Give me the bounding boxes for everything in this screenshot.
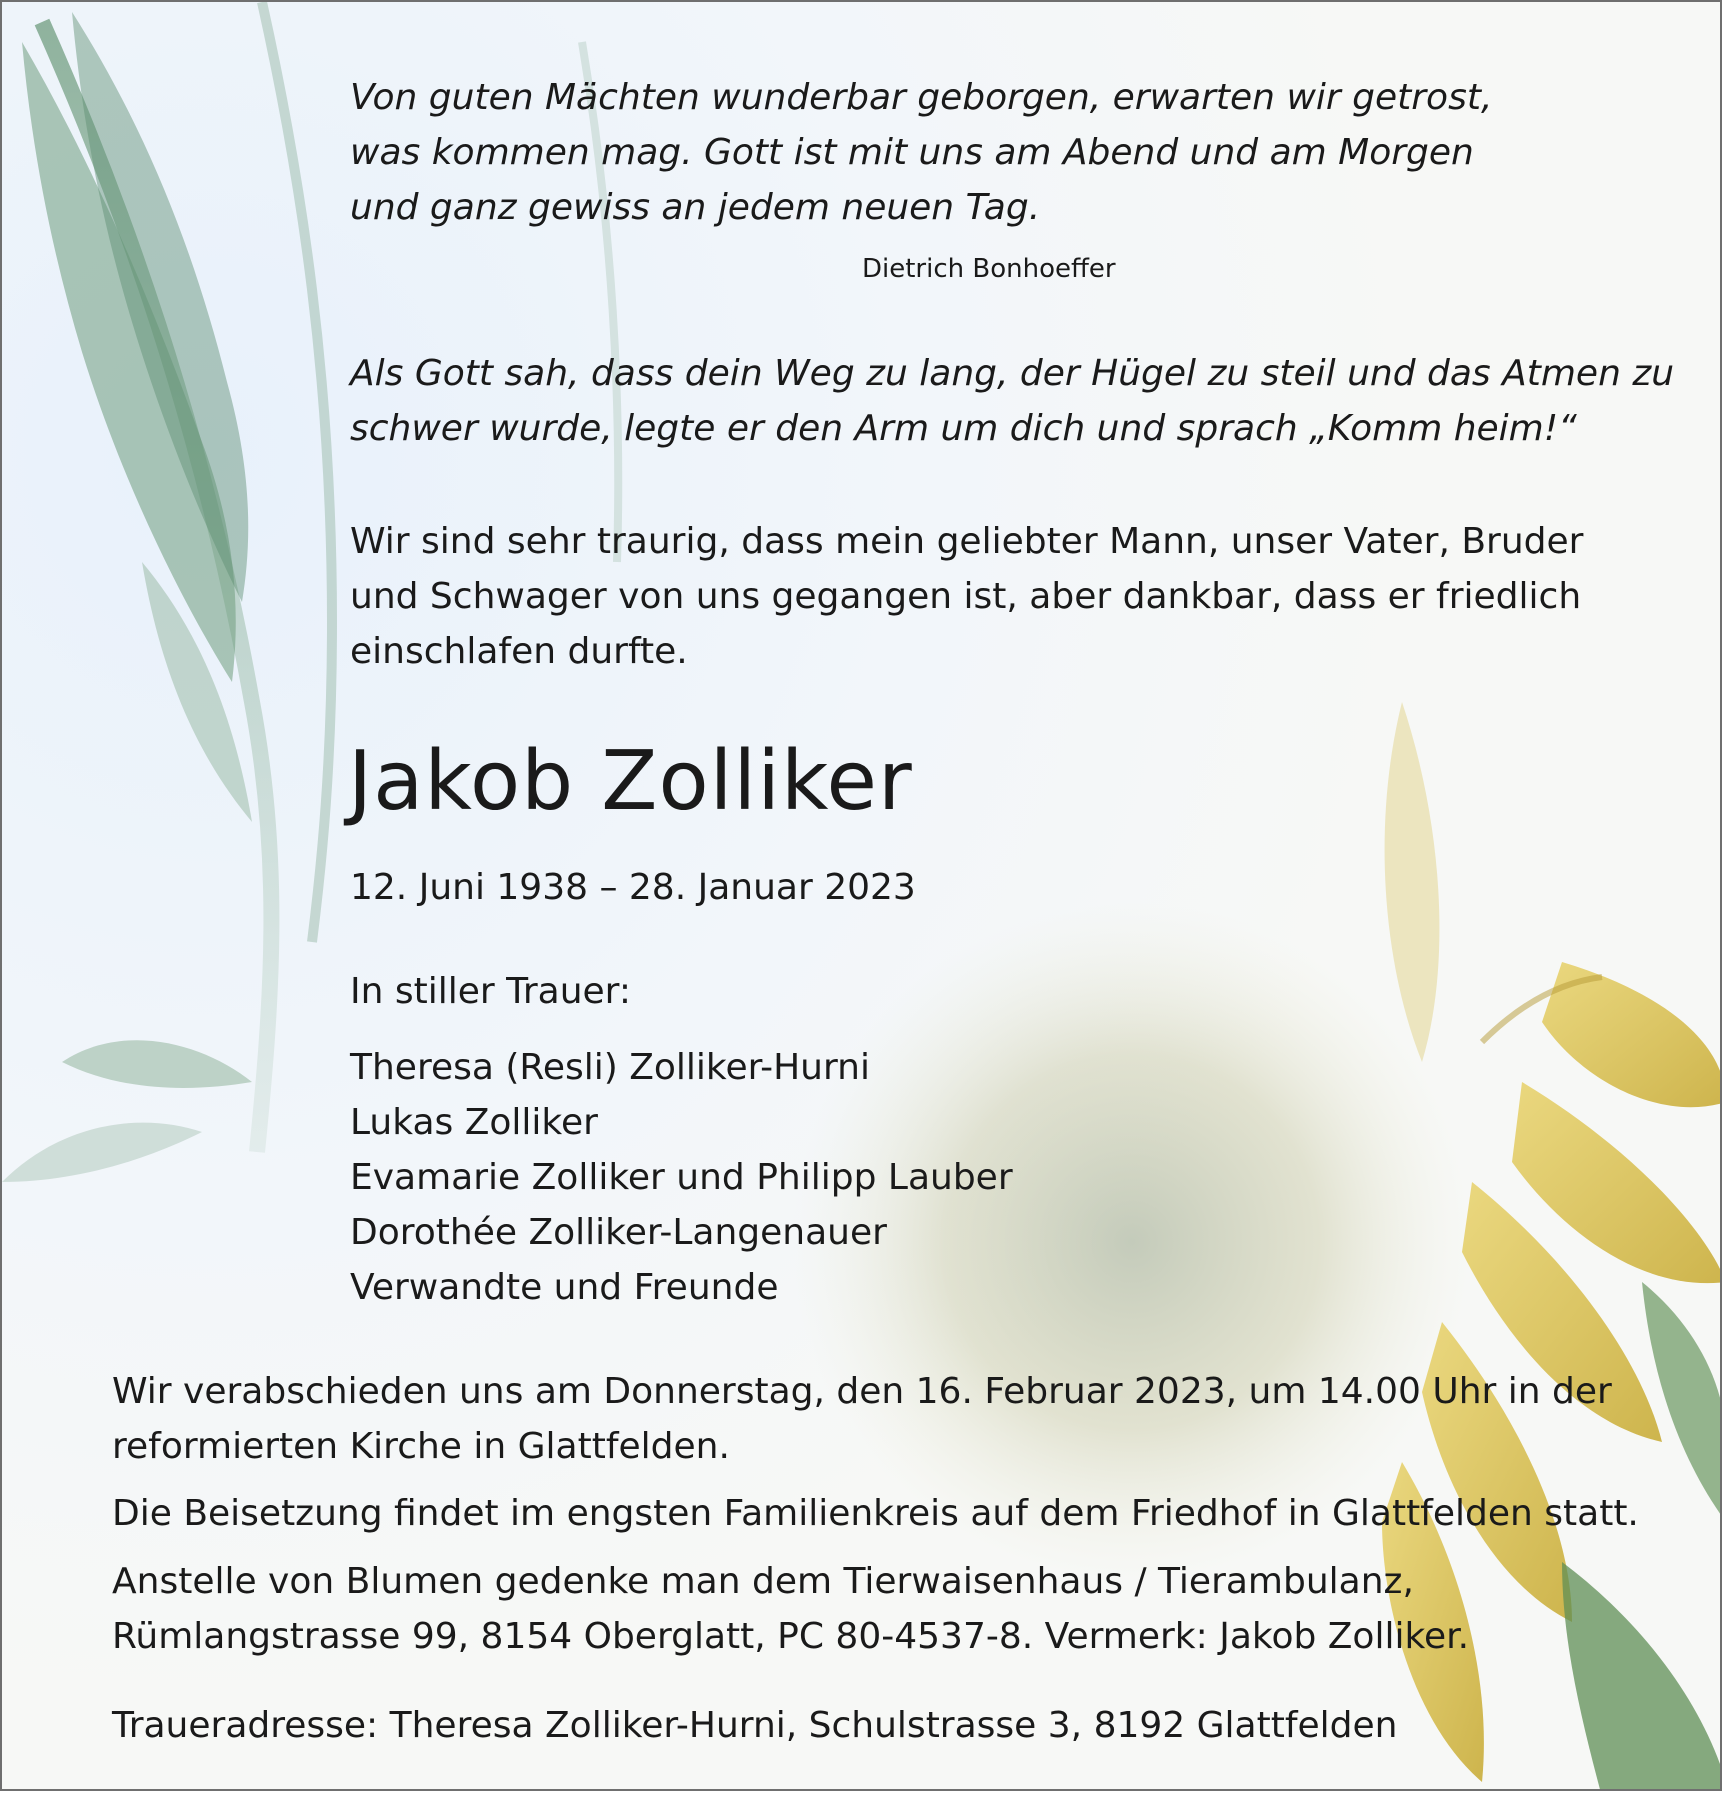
message-line: und Schwager von uns gegangen ist, aber dankbar, dass er friedlich <box>350 576 1582 617</box>
mourner-name: Lukas Zolliker <box>350 1102 598 1143</box>
mourner-name: Dorothée Zolliker-Langenauer <box>350 1212 887 1253</box>
quote-author: Dietrich Bonhoeffer <box>862 254 1116 284</box>
quote-line: Als Gott sah, dass dein Weg zu lang, der Hügel zu steil und das Atmen zu <box>350 353 1675 394</box>
quote-line: schwer wurde, legte er den Arm um dich und sprach „Komm heim!“ <box>350 408 1577 449</box>
burial-notice: Die Beisetzung findet im engsten Familienkreis auf dem Friedhof in Glattfelden statt. <box>112 1493 1639 1534</box>
mourners-heading: In stiller Trauer: <box>350 971 631 1012</box>
quote-line: Von guten Mächten wunderbar geborgen, erwarten wir getrost, <box>350 77 1493 118</box>
mourner-name: Evamarie Zolliker und Philipp Lauber <box>350 1157 1013 1198</box>
quote-line: was kommen mag. Gott ist mit uns am Abend und am Morgen <box>350 132 1474 173</box>
deceased-name: Jakob Zolliker <box>348 734 913 829</box>
mourner-name: Theresa (Resli) Zolliker-Hurni <box>350 1047 870 1088</box>
donation-line: Rümlangstrasse 99, 8154 Oberglatt, PC 80-4537-8. Vermerk: Jakob Zolliker. <box>112 1616 1470 1657</box>
quote-line: und ganz gewiss an jedem neuen Tag. <box>350 187 1041 228</box>
service-line: Wir verabschieden uns am Donnerstag, den 16. Februar 2023, um 14.00 Uhr in der <box>112 1371 1612 1412</box>
mourners-list <box>350 1040 1013 1315</box>
service-line: reformierten Kirche in Glattfelden. <box>112 1426 730 1467</box>
obituary-text <box>2 2 1722 1791</box>
donation-notice <box>112 1554 1632 1664</box>
mourning-message <box>350 514 1590 679</box>
message-line: Wir sind sehr traurig, dass mein geliebter Mann, unser Vater, Bruder <box>350 521 1584 562</box>
message-line: einschlafen durfte. <box>350 631 688 672</box>
farewell-service <box>112 1364 1632 1474</box>
mourning-address: Traueradresse: Theresa Zolliker-Hurni, Schulstrasse 3, 8192 Glattfelden <box>112 1705 1398 1746</box>
donation-line: Anstelle von Blumen gedenke man dem Tierwaisenhaus / Tierambulanz, <box>112 1561 1414 1602</box>
mourner-name: Verwandte und Freunde <box>350 1267 779 1308</box>
life-dates: 12. Juni 1938 – 28. Januar 2023 <box>350 867 916 908</box>
bonhoeffer-quote <box>350 70 1570 235</box>
comfort-quote <box>350 346 1690 456</box>
